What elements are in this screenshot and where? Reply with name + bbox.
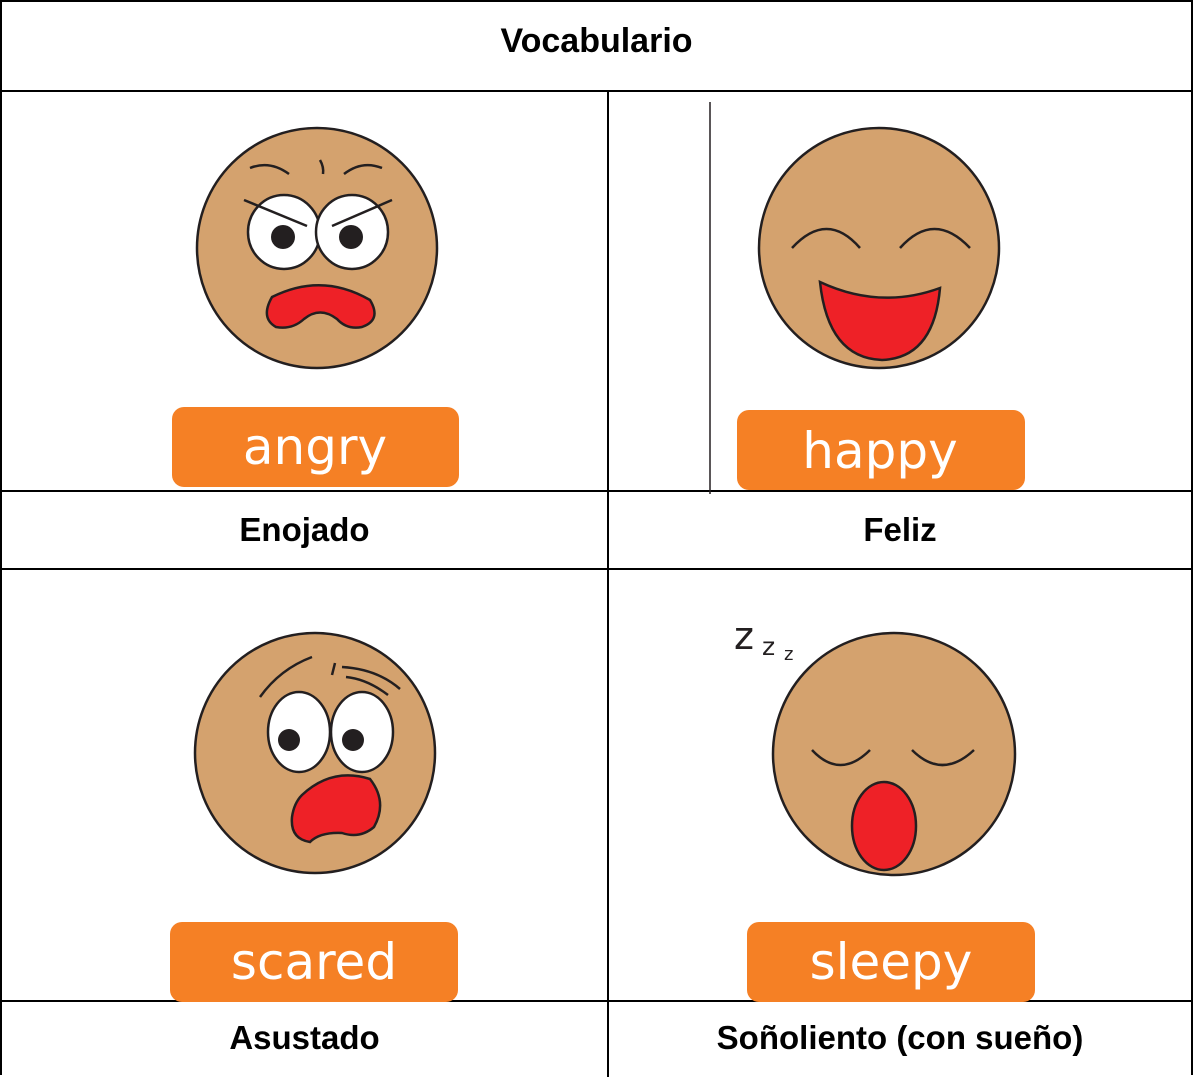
svg-text:z: z (762, 632, 776, 661)
happy-face-icon (759, 128, 999, 368)
svg-text:z: z (784, 644, 794, 665)
sleepy-card (722, 602, 1062, 1002)
column-divider (607, 90, 609, 1077)
zzz-icon (734, 614, 793, 665)
sleepy-translation: Soñoliento (con sueño) (716, 1019, 1084, 1056)
svg-text:z: z (734, 614, 754, 658)
sleepy-word: sleepy (809, 933, 973, 991)
happy-card (702, 100, 1042, 494)
row-divider (2, 568, 1191, 570)
title-row (2, 2, 1191, 92)
angry-card (152, 122, 492, 492)
angry-translation: Enojado (239, 511, 370, 548)
happy-translation: Feliz (863, 511, 937, 548)
angry-face-icon (197, 128, 437, 368)
happy-word: happy (802, 422, 958, 480)
scared-face-icon (195, 633, 435, 873)
angry-word: angry (242, 418, 388, 476)
scared-translation: Asustado (229, 1019, 380, 1056)
scared-word: scared (230, 933, 398, 991)
scared-card (152, 627, 492, 1002)
sleepy-face-icon (734, 614, 1015, 875)
page-title: Vocabulario (500, 21, 693, 60)
